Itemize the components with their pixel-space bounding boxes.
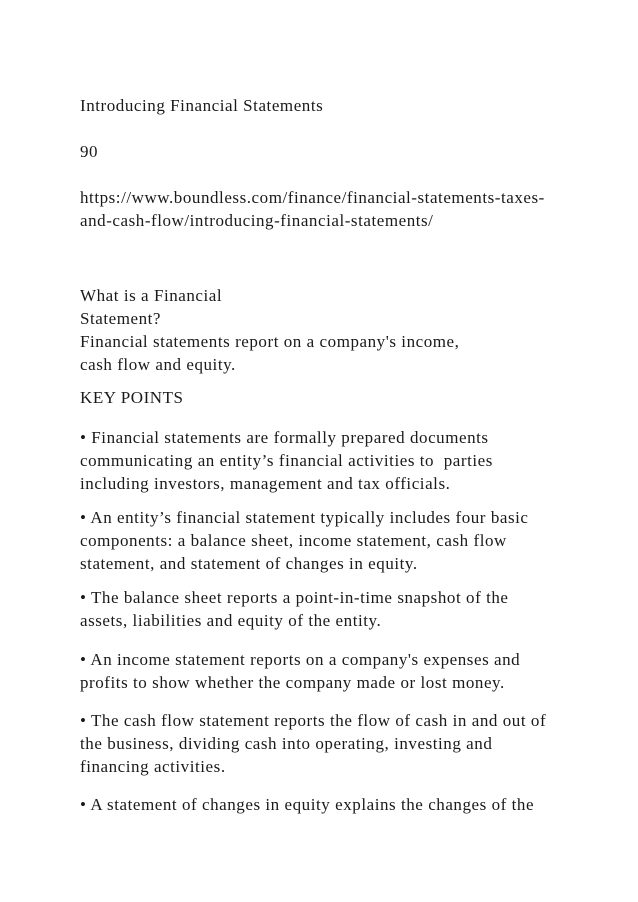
key-point-1-line-2: communicating an entity’s financial activities to parties — [80, 451, 493, 470]
key-point-1-line-1: • Financial statements are formally prepared documents — [80, 428, 489, 447]
key-point-4-line-2: profits to show whether the company made or lost money. — [80, 673, 505, 692]
source-url-line-2: and-cash-flow/introducing-financial-statements/ — [80, 211, 434, 230]
key-point-3-line-1: • The balance sheet reports a point-in-time snapshot of the — [80, 588, 509, 607]
section-heading-line-2: Statement? — [80, 309, 162, 328]
key-point-5-line-2: the business, dividing cash into operating, investing and — [80, 734, 493, 753]
summary-line-2: cash flow and equity. — [80, 355, 236, 374]
document-title: Introducing Financial Statements — [80, 96, 324, 115]
key-point-1-line-3: including investors, management and tax officials. — [80, 474, 451, 493]
key-points-heading: KEY POINTS — [80, 388, 184, 407]
section-heading-line-1: What is a Financial — [80, 286, 223, 305]
key-point-2-line-1: • An entity’s financial statement typically includes four basic — [80, 508, 529, 527]
key-point-3-line-2: assets, liabilities and equity of the entity. — [80, 611, 382, 630]
key-point-5-line-3: financing activities. — [80, 757, 226, 776]
summary-line-1: Financial statements report on a company's income, — [80, 332, 460, 351]
page-number: 90 — [80, 142, 99, 161]
key-point-6-line-1: • A statement of changes in equity explains the changes of the — [80, 795, 535, 814]
key-point-2-line-2: components: a balance sheet, income statement, cash flow — [80, 531, 507, 550]
key-point-2-line-3: statement, and statement of changes in equity. — [80, 554, 418, 573]
key-point-5-line-1: • The cash flow statement reports the flow of cash in and out of — [80, 711, 547, 730]
source-url-line-1: https://www.boundless.com/finance/financial-statements-taxes- — [80, 188, 545, 207]
key-point-4-line-1: • An income statement reports on a company's expenses and — [80, 650, 521, 669]
